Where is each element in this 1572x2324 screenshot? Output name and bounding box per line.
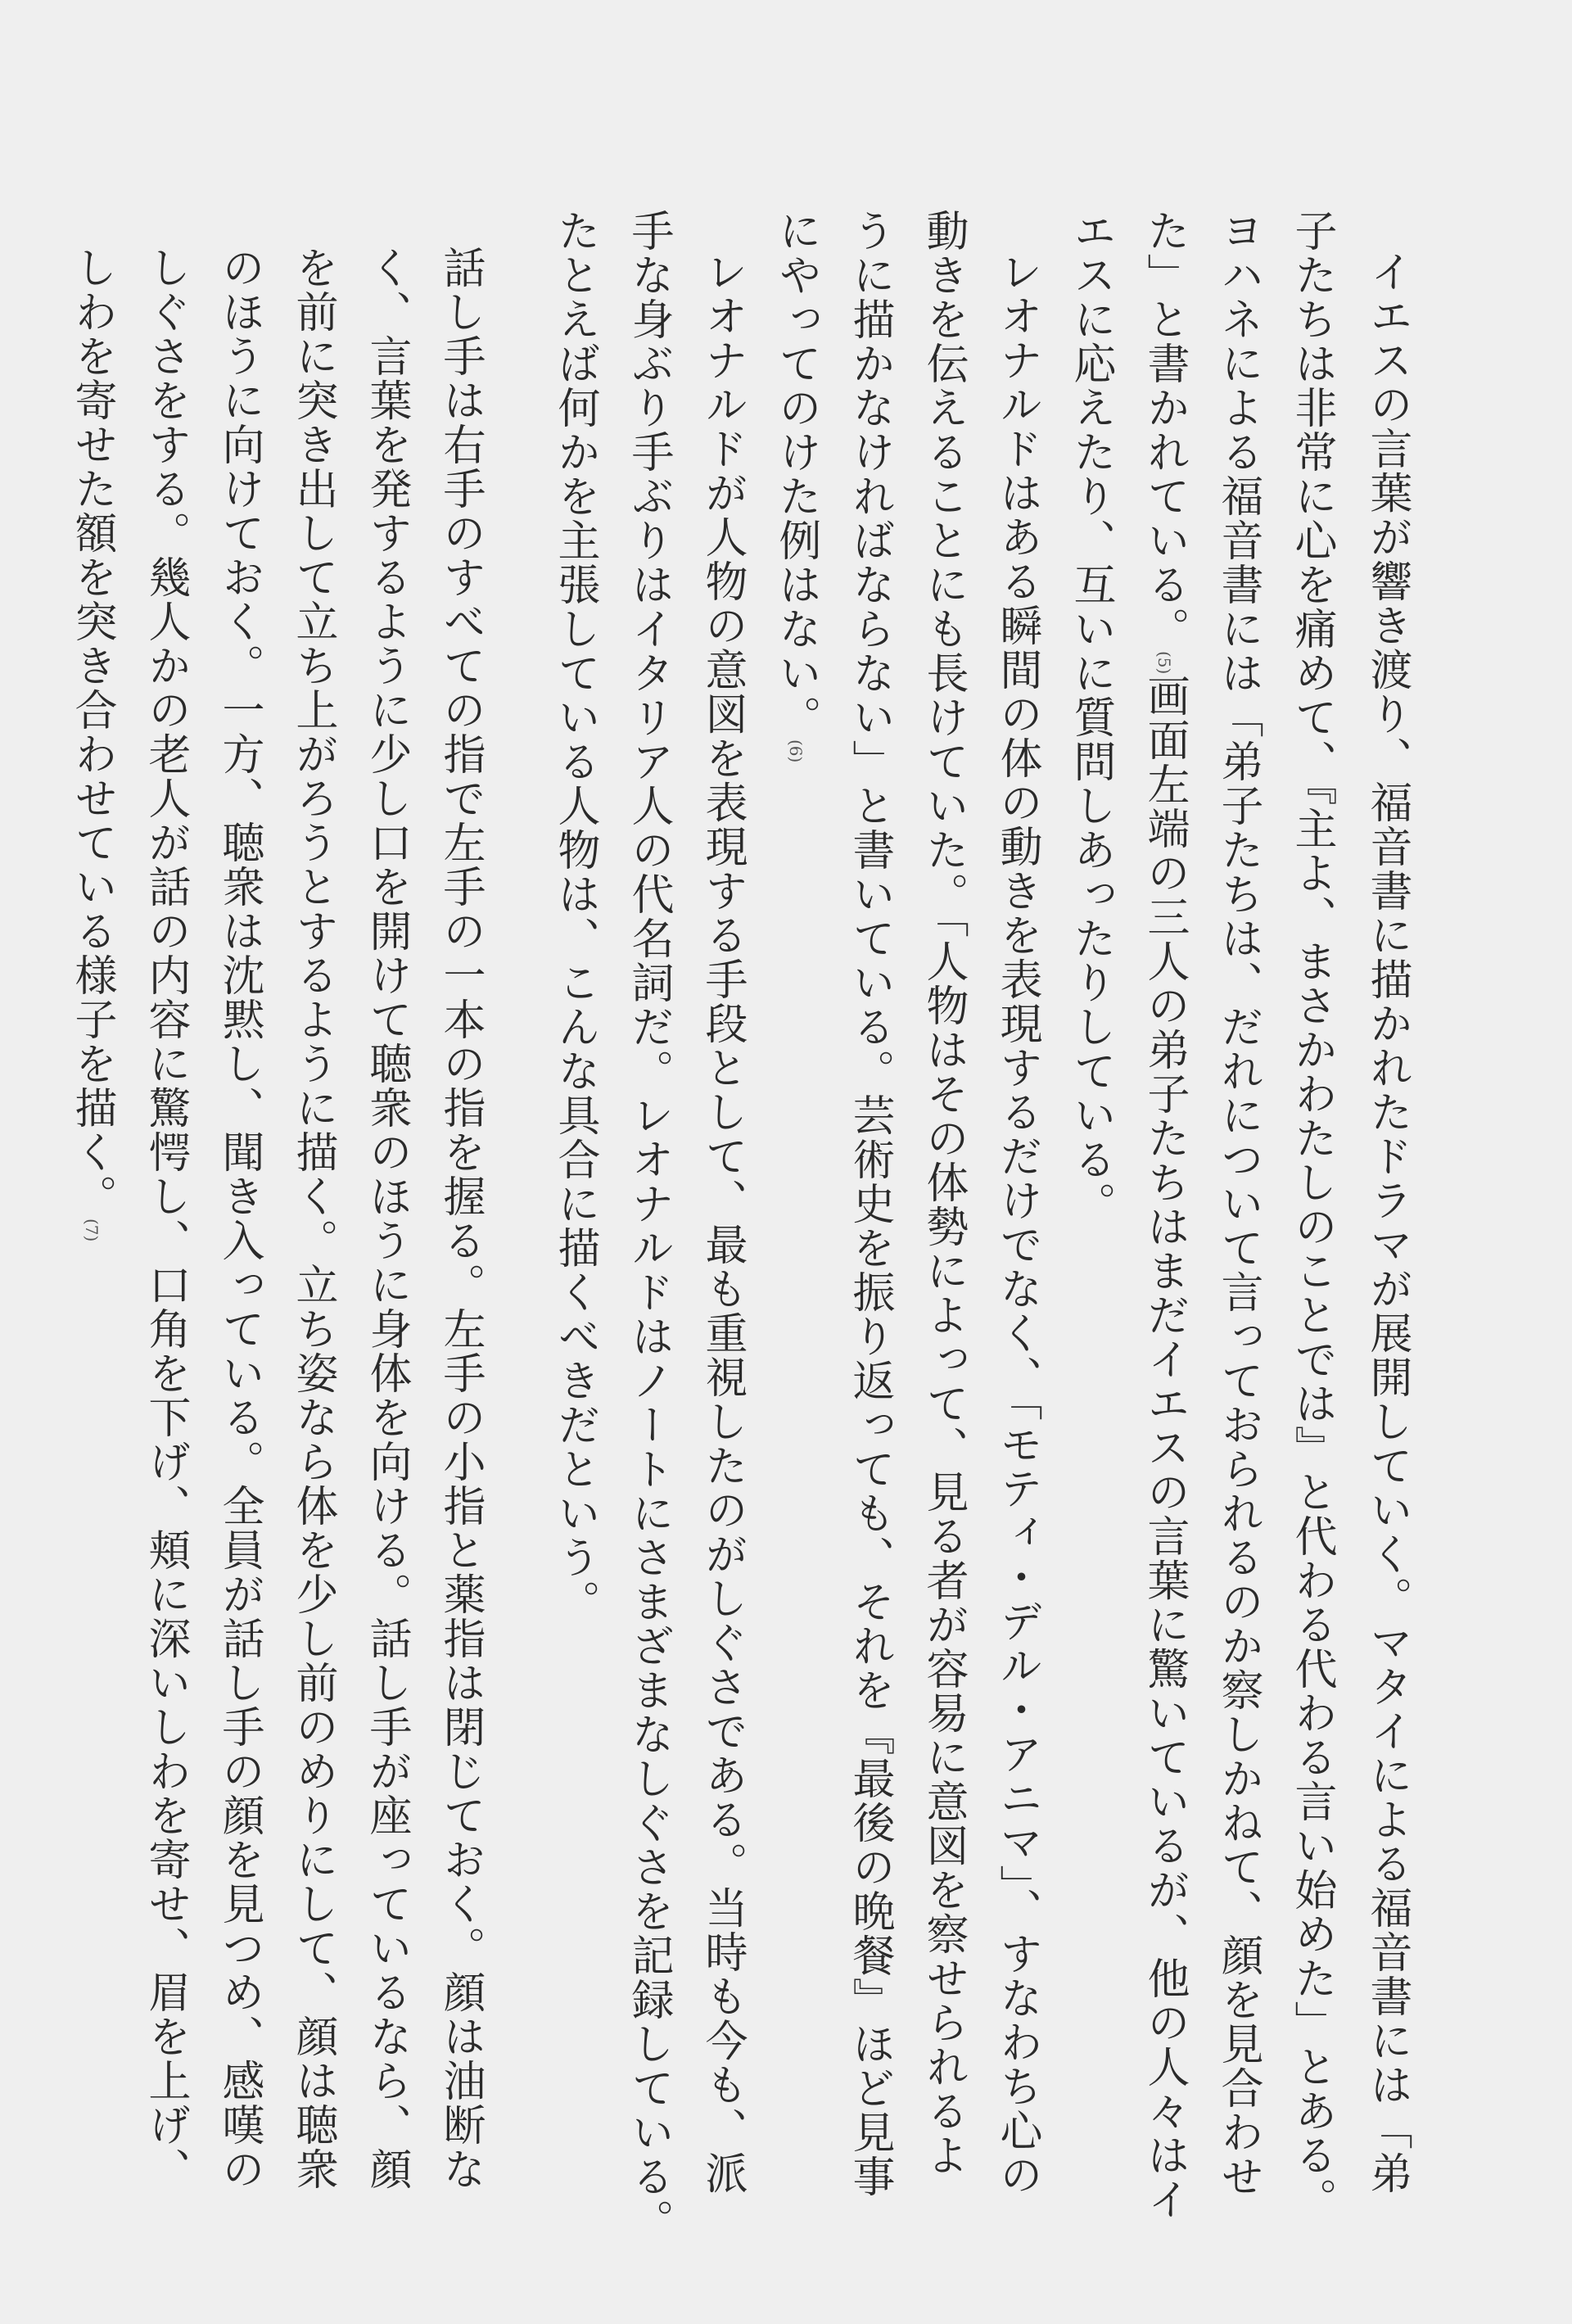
text-column: イエスの言葉が響き渡り、福音書に描かれたドラマが展開していく。マタイによる福音書には「弟 [1362,250,1412,2195]
text-column: レオナルドはある瞬間の体の動きを表現するだけでなく、「モティ・デル・アニマ」、すなわち心の [992,250,1041,2197]
quote-column: のほうに向けておく。一方、聴衆は沈黙し、聞き入っている。全員が話し手の顔を見つめ、感嘆の [215,246,264,2191]
quote-column: しわを寄せた額を突き合わせている様子を描く。(7) [67,246,116,1242]
quote-column: を前に突き出して立ち上がろうとするように描く。立ち姿なら体を少し前のめりにして、顔は聴衆 [288,246,337,2191]
quote-column: しぐさをする。幾人かの老人が話の内容に驚愕し、口角を下げ、頬に深いしわを寄せ、眉を上げ、 [141,246,190,2191]
text-column: た」と書かれている。(5)画面左端の三人の弟子たちはまだイエスの言葉に驚いているが、他の人々はイ [1140,209,1189,2222]
quote-column: く、言葉を発するように少し口を開けて聴衆のほうに身体を向ける。話し手が座っているなら、顔 [362,246,411,2191]
footnote-marker: (5) [1154,651,1174,675]
text-column: エスに応えたり、互いに質問しあったりしている。 [1066,209,1115,1226]
text-column: 子たちは非常に心を痛めて、『主よ、まさかわたしのことでは』と代わる代わる言い始めた」とある。 [1287,209,1336,2222]
text-column: ヨハネによる福音書には「弟子たちは、だれについて言っておられるのか察しかねて、顔を見合わせ [1213,209,1263,2199]
text-column: レオナルドが人物の意図を表現する手段として、最も重視したのがしぐさである。当時も今も、派 [698,250,747,2195]
text-column: 手な身ぶり手ぶりはイタリア人の代名詞だ。レオナルドはノートにさまざまなしぐさを記録している。 [624,209,673,2243]
footnote-marker: (6) [786,739,806,763]
text-column: たとえば何かを主張している人物は、こんな具合に描くべきだという。 [550,209,599,1624]
text-column: にやってのけた例はない。(6) [771,209,820,763]
text-column: うに描かなければならない」と書いている。芸術史を振り返っても、それを『最後の晩餐』ほど見事 [845,209,894,2199]
footnote-marker: (7) [82,1219,102,1242]
quote-column: 話し手は右手のすべての指で左手の一本の指を握る。左手の小指と薬指は閉じておく。顔は油断な [436,246,485,2191]
text-column: 動きを伝えることにも長けていた。「人物はその体勢によって、見る者が容易に意図を察せられるよ [919,209,968,2177]
